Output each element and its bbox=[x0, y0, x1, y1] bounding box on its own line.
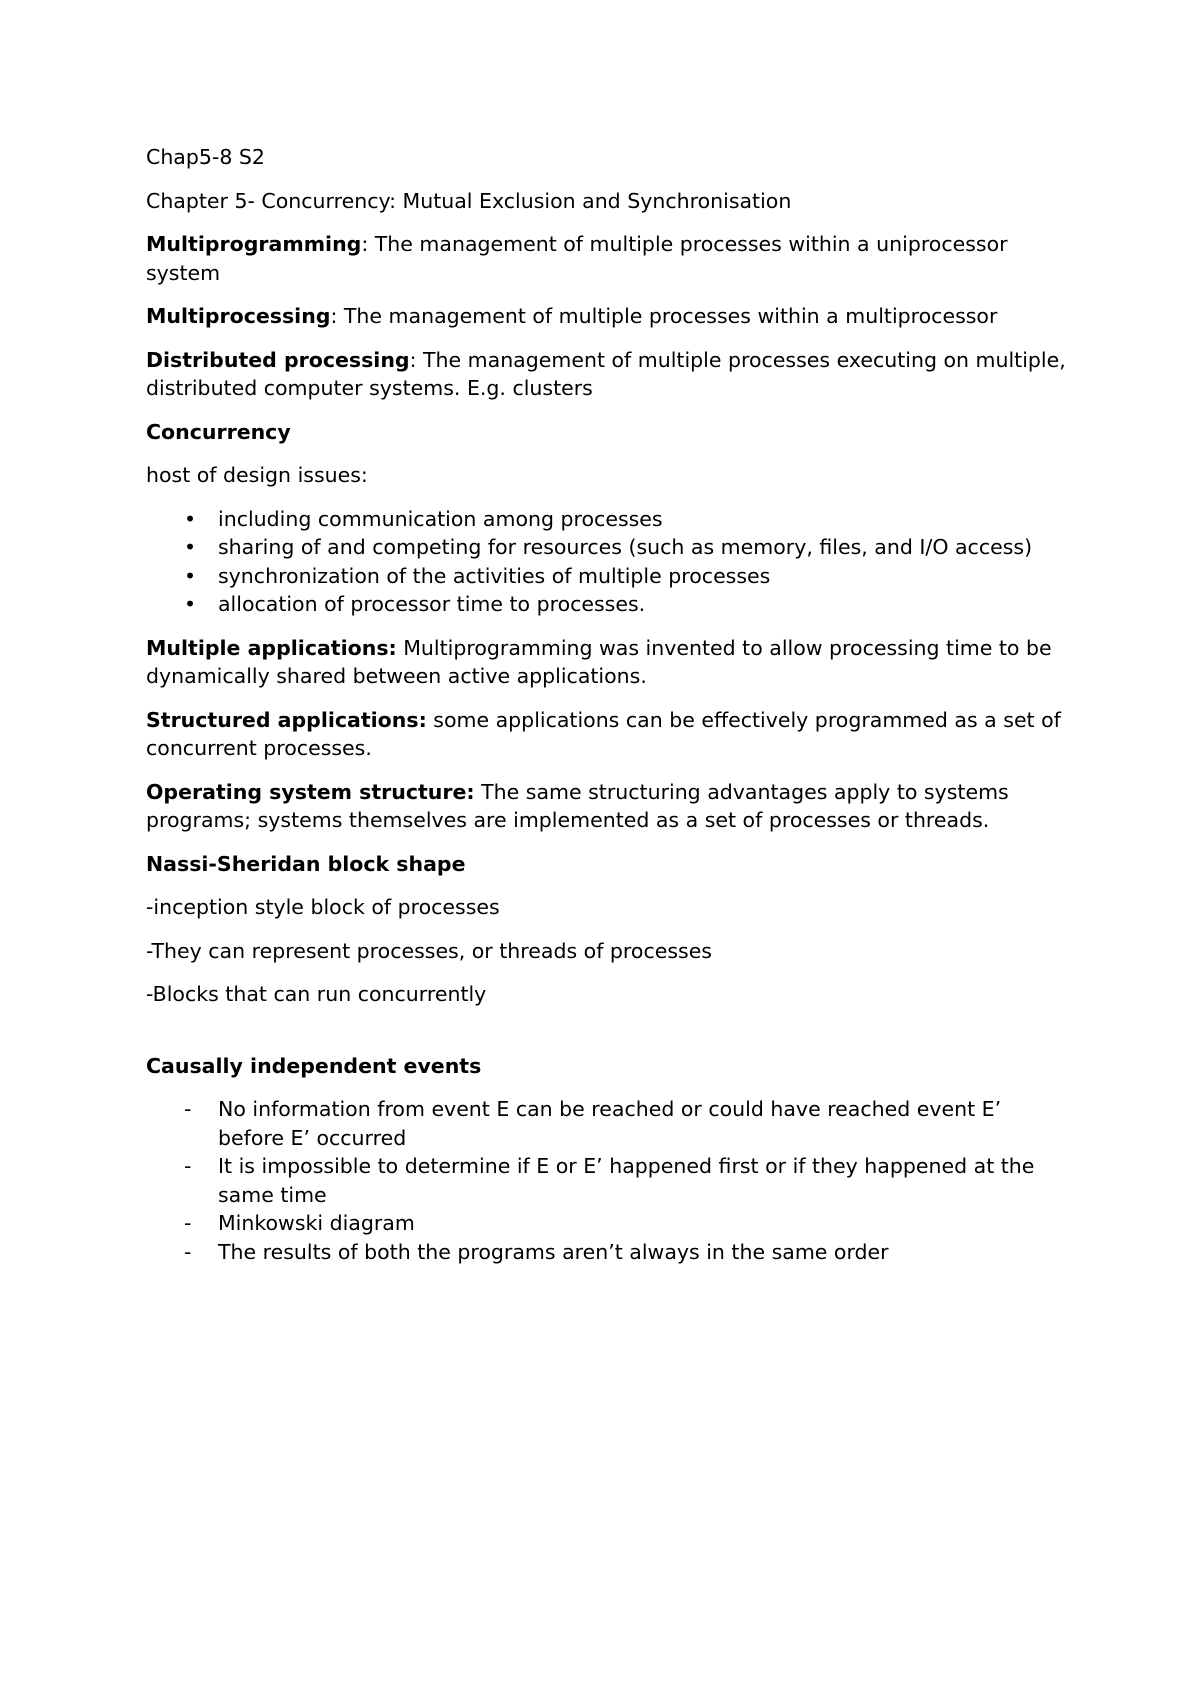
definition-text: : The management of multiple processes executing on multiple, distributed computer systems. E.g. clusters bbox=[146, 347, 1066, 400]
list-item bbox=[146, 1209, 1066, 1238]
context-structured-applications bbox=[146, 706, 1066, 763]
list-item-text: Minkowski diagram bbox=[218, 1211, 415, 1235]
nassi-line: -inception style block of processes bbox=[146, 895, 500, 919]
bullet-icon: • bbox=[184, 563, 197, 588]
nassi-line: -They can represent processes, or threads of processes bbox=[146, 938, 712, 963]
list-item bbox=[146, 590, 1066, 619]
list-item-text: It is impossible to determine if E or E’ happened first or if they happened at the same time bbox=[218, 1154, 1035, 1207]
definition-text: : The management of multiple processes within a multiprocessor bbox=[330, 304, 998, 328]
list-item-text: No information from event E can be reached or could have reached event E’ before E’ occurred bbox=[218, 1097, 1002, 1150]
nassi-heading: Nassi-Sheridan block shape bbox=[146, 851, 466, 876]
list-item-text: The results of both the programs aren’t always in the same order bbox=[218, 1239, 889, 1264]
list-item bbox=[146, 1238, 1066, 1267]
nassi-line: -Blocks that can run concurrently bbox=[146, 982, 487, 1006]
list-item bbox=[146, 1095, 1066, 1152]
list-item bbox=[146, 562, 1066, 591]
definition-text: : The management of multiple processes within a uniprocessor system bbox=[146, 232, 1008, 285]
document-page bbox=[146, 143, 1066, 1281]
design-issues-list bbox=[146, 505, 1066, 619]
list-item bbox=[146, 1152, 1066, 1209]
list-item-text: sharing of and competing for resources (such as memory, files, and I/O access) bbox=[218, 535, 1033, 559]
causal-events-list bbox=[146, 1095, 1066, 1266]
definition-term: Multiprocessing bbox=[146, 304, 331, 328]
context-text: some applications can be effectively programmed as a set of concurrent processes. bbox=[146, 707, 1061, 760]
definition-multiprocessing bbox=[146, 302, 1066, 331]
context-text: The same structuring advantages apply to systems programs; systems themselves are implemented as a set of processes or threads. bbox=[146, 779, 1009, 832]
definition-multiprogramming bbox=[146, 230, 1066, 287]
context-text: Multiprogramming was invented to allow processing time to be dynamically shared between active applications. bbox=[146, 635, 1052, 688]
bullet-icon: • bbox=[184, 535, 197, 559]
concurrency-heading: Concurrency bbox=[146, 419, 291, 444]
list-item bbox=[146, 505, 1066, 534]
blank-line bbox=[146, 1024, 1066, 1052]
concurrency-intro: host of design issues: bbox=[146, 463, 368, 487]
dash-icon: - bbox=[184, 1154, 192, 1178]
bullet-icon: • bbox=[184, 506, 197, 531]
list-item-text: allocation of processor time to processes. bbox=[218, 592, 646, 616]
document-header: Chap5-8 S2 bbox=[146, 145, 265, 169]
context-term: Structured applications: bbox=[146, 707, 427, 732]
list-item-text: including communication among processes bbox=[218, 506, 663, 531]
bullet-icon: • bbox=[184, 592, 197, 616]
definition-term: Multiprogramming bbox=[146, 232, 362, 256]
definition-term: Distributed processing bbox=[146, 347, 410, 372]
context-term: Multiple applications: bbox=[146, 635, 397, 660]
list-item bbox=[146, 533, 1066, 562]
context-os-structure bbox=[146, 778, 1066, 835]
definition-distributed-processing bbox=[146, 346, 1066, 403]
dash-icon: - bbox=[184, 1097, 192, 1121]
dash-icon: - bbox=[184, 1211, 192, 1235]
chapter-title: Chapter 5- Concurrency: Mutual Exclusion and Synchronisation bbox=[146, 188, 792, 213]
context-term: Operating system structure: bbox=[146, 779, 475, 804]
dash-icon: - bbox=[184, 1239, 192, 1264]
causal-heading: Causally independent events bbox=[146, 1053, 482, 1078]
list-item-text: synchronization of the activities of multiple processes bbox=[218, 563, 771, 588]
context-multiple-applications bbox=[146, 634, 1066, 691]
